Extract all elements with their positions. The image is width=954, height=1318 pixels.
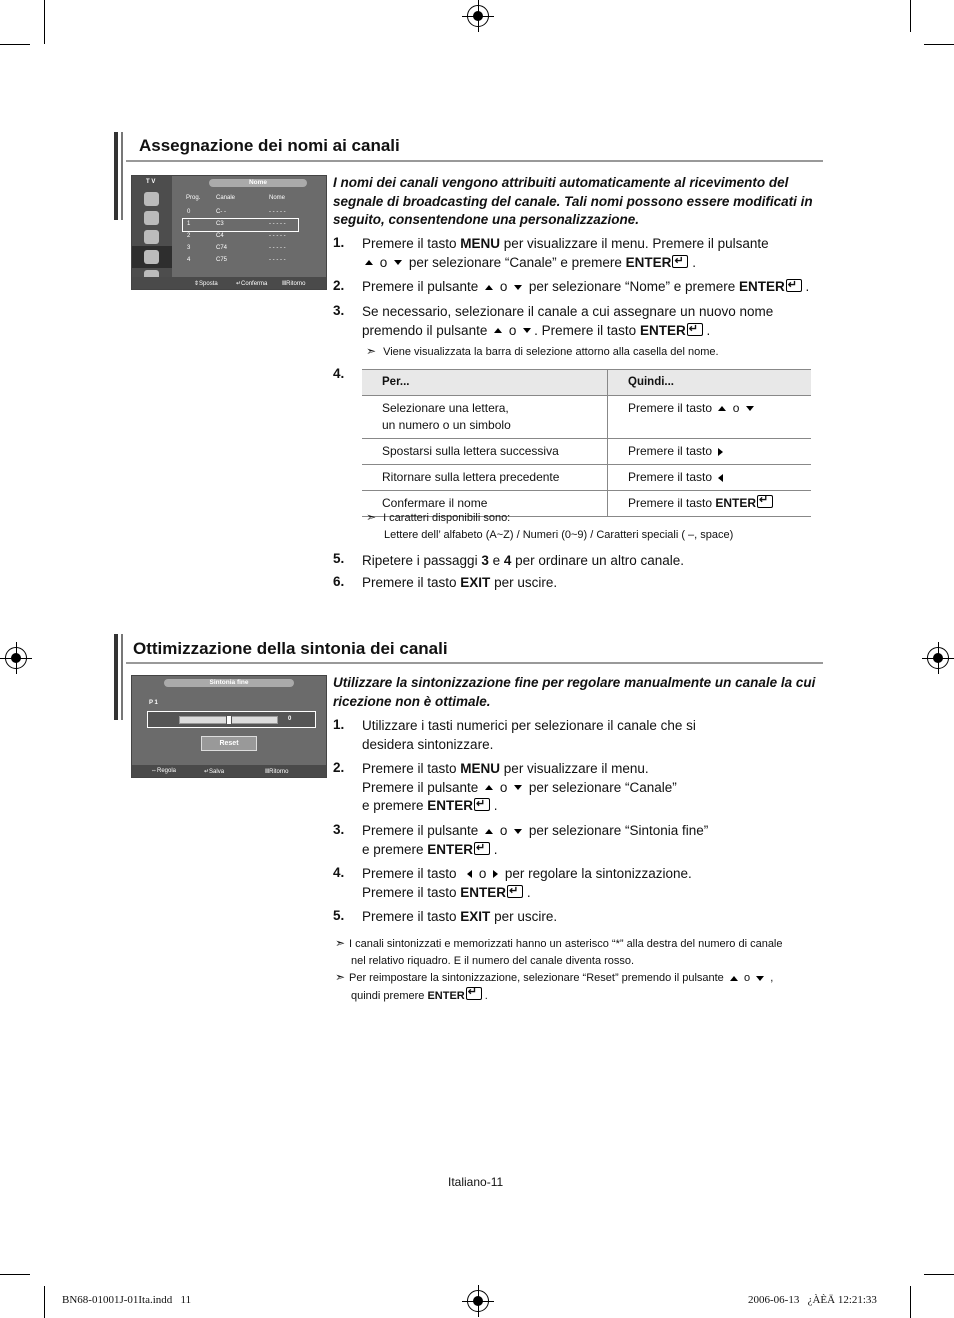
step-number: 5.: [333, 908, 345, 923]
step-number: 6.: [333, 574, 345, 589]
step-number: 1.: [333, 717, 345, 732]
step-number: 5.: [333, 551, 345, 566]
step-6-text: Premere il tasto EXIT per uscire.: [362, 575, 558, 590]
enter-icon: [672, 255, 688, 268]
col-nome: Nome: [269, 195, 286, 201]
crop-mark: [0, 1274, 30, 1275]
row-prog: 3: [187, 245, 191, 251]
left-arrow-icon: [467, 870, 472, 878]
step-3-text: Se necessario, selezionare il canale a cui assegnare un nuovo nome premendo il pulsante o . Premere il tasto ENTER↵ .: [362, 303, 832, 340]
foot-adjust: ⇔Regola: [151, 768, 177, 774]
step-1-text: Premere il tasto MENU per visualizzare il menu. Premere il pulsante o per selezionare “Canale” e premere ENTER↵ .: [362, 235, 822, 272]
foot-return: ⅢRitorno: [265, 769, 289, 775]
fine-tune-note-2: ➣ Per reimpostare la sintonizzazione, selezionare “Reset” premendo il pulsante o , quindi premere ENTER↵ .: [335, 969, 830, 1005]
crop-mark: [910, 0, 911, 32]
row-prog: 0: [187, 209, 191, 215]
enter-icon: [474, 798, 490, 811]
down-arrow-icon: [756, 976, 764, 981]
reset-button: Reset: [201, 736, 257, 751]
enter-icon: [474, 842, 490, 855]
step-1-text: Utilizzare i tasti numerici per selezionare il canale che si desidera sintonizzare.: [362, 718, 696, 752]
enter-icon: [507, 885, 523, 898]
down-arrow-icon: [394, 260, 402, 265]
step-2-text: Premere il pulsante o per selezionare “Nome” e premere ENTER↵ .: [362, 278, 832, 297]
crop-mark: [910, 1286, 911, 1318]
section-title: Assegnazione dei nomi ai canali: [139, 136, 400, 155]
page-number: Italiano-11: [448, 1175, 504, 1189]
row-canale: C75: [216, 257, 228, 263]
down-arrow-icon: [523, 328, 531, 333]
section-bar: [121, 132, 123, 220]
table-cell: Ritornare sulla lettera precedente: [362, 465, 608, 491]
up-arrow-icon: [365, 260, 373, 265]
right-arrow-icon: [718, 448, 723, 456]
picture-icon: [144, 211, 159, 225]
note-arrow-icon: ➣: [335, 936, 346, 950]
sound-icon: [144, 230, 159, 244]
step-number: 4.: [333, 366, 345, 381]
section-divider: [126, 662, 823, 664]
step-3-text: Premere il pulsante o per selezionare “Sintonia fine” e premere ENTER↵ .: [362, 822, 822, 859]
section-bar: [114, 132, 118, 220]
section-bar: [121, 634, 123, 720]
step-3-note: ➣ Viene visualizzata la barra di selezione attorno alla casella del nome.: [366, 344, 719, 358]
note-arrow-icon: ➣: [366, 344, 377, 358]
table-row: [362, 465, 811, 491]
foot-confirm: ↵Conferma: [236, 281, 268, 287]
step-number: 3.: [333, 822, 345, 837]
step-number: 2.: [333, 278, 345, 293]
step-number: 3.: [333, 303, 345, 318]
section-title: Ottimizzazione della sintonia dei canali: [133, 639, 448, 658]
step-number: 4.: [333, 865, 345, 880]
crop-mark: [924, 1274, 954, 1275]
tv-fine-tune-screenshot: [131, 675, 327, 778]
table-row: [362, 396, 811, 439]
note-arrow-icon: ➣: [366, 510, 377, 524]
menu-title: Sintonia fine: [164, 679, 294, 687]
table-header-row: [362, 370, 811, 396]
program-label: P 1: [149, 700, 158, 706]
row-nome: - - - - -: [269, 233, 286, 239]
menu-title: Nome: [209, 179, 307, 187]
right-arrow-icon: [493, 870, 498, 878]
step-5-text: Ripetere i passaggi 3 e 4 per ordinare un altro canale.: [362, 553, 684, 568]
row-nome: - - - - -: [269, 221, 286, 227]
up-arrow-icon: [730, 976, 738, 981]
up-arrow-icon: [485, 285, 493, 290]
table-header-cell: Per...: [362, 370, 608, 396]
down-arrow-icon: [514, 285, 522, 290]
tv-label: T V: [146, 179, 156, 185]
enter-icon: [466, 987, 482, 1000]
left-arrow-icon: [718, 474, 723, 482]
fine-tune-value: 0: [288, 716, 292, 722]
registration-mark-icon: [467, 5, 489, 27]
foot-move: ⇕Sposta: [194, 281, 218, 287]
down-arrow-icon: [514, 785, 522, 790]
row-nome: - - - - -: [269, 209, 286, 215]
up-arrow-icon: [485, 829, 493, 834]
foot-return: ⅢRitorno: [282, 281, 306, 287]
table-cell: Premere il tasto ENTER↵: [608, 491, 812, 517]
character-edit-table: [362, 369, 811, 517]
characters-note: ➣ I caratteri disponibili sono: Lettere dell’ alfabeto (A~Z) / Numeri (0~9) / Caratteri speciali ( –, space): [366, 510, 734, 541]
table-cell: Spostarsi sulla lettera successiva: [362, 439, 608, 465]
step-5-text: Premere il tasto EXIT per uscire.: [362, 909, 558, 924]
crop-mark: [44, 1286, 45, 1318]
table-row: [362, 439, 811, 465]
row-prog: 4: [187, 257, 191, 263]
crop-mark: [924, 44, 954, 45]
row-canale: C4: [216, 233, 224, 239]
table-cell: Premere il tasto: [608, 439, 812, 465]
section-bar: [114, 634, 118, 720]
tv-menu-footer: [132, 277, 326, 289]
up-arrow-icon: [494, 328, 502, 333]
tv-menu-footer: [132, 765, 326, 777]
print-date: 2006-06-13 ¿ÀÈÄ 12:21:33: [748, 1294, 877, 1306]
tv-menu-name-screenshot: [131, 175, 327, 290]
fine-tune-note-1: ➣ I canali sintonizzati e memorizzati hanno un asterisco “*” alla destra del numero di canale nel relativo riquadro. E il numero del canale diventa rosso.: [335, 936, 783, 967]
row-canale: C74: [216, 245, 228, 251]
registration-mark-icon: [467, 1290, 489, 1312]
step-2-text: Premere il tasto MENU per visualizzare il menu. Premere il pulsante o per selezionare “Canale” e premere ENTER↵ .: [362, 760, 822, 816]
input-icon: [144, 192, 159, 206]
foot-save: ↵Salva: [204, 769, 225, 775]
section-intro: Utilizzare la sintonizzazione fine per regolare manualmente un canale la cui ricezione non è ottimale.: [333, 675, 816, 709]
row-nome: - - - - -: [269, 257, 286, 263]
down-arrow-icon: [514, 829, 522, 834]
row-nome: - - - - -: [269, 245, 286, 251]
down-arrow-icon: [746, 406, 754, 411]
registration-mark-icon: [927, 647, 949, 669]
enter-icon: [687, 323, 703, 336]
table-cell: Selezionare una lettera, un numero o un simbolo: [362, 396, 608, 439]
col-canale: Canale: [216, 195, 236, 201]
note-arrow-icon: ➣: [335, 970, 346, 984]
step-number: 2.: [333, 760, 345, 775]
tv-sidebar: [132, 176, 172, 289]
section-divider: [126, 160, 823, 162]
step-number: 1.: [333, 235, 345, 250]
table-cell: Confermare il nome: [362, 491, 608, 517]
enter-icon: [757, 495, 773, 508]
crop-mark: [44, 0, 45, 44]
table-cell: Premere il tasto: [608, 465, 812, 491]
channel-icon: [144, 250, 159, 264]
step-4-text: Premere il tasto o per regolare la sintonizzazione. Premere il tasto ENTER↵ .: [362, 865, 822, 902]
up-arrow-icon: [718, 406, 726, 411]
row-prog: 2: [187, 233, 191, 239]
row-canale: C3: [216, 221, 224, 227]
row-prog: 1: [187, 221, 191, 227]
row-canale: C- -: [216, 209, 226, 215]
slider-thumb: [226, 715, 232, 725]
section-intro: I nomi dei canali vengono attribuiti automaticamente al ricevimento del segnale di broadcasting del canale. Tali nomi possono essere modificati in seguito, consentendone una personalizzazione.: [333, 175, 813, 227]
table-header-cell: Quindi...: [608, 370, 812, 396]
fine-tune-slider-track: [179, 716, 278, 724]
enter-icon: [786, 279, 802, 292]
col-prog: Prog.: [186, 195, 201, 201]
crop-mark: [0, 44, 30, 45]
file-name: BN68-01001J-01Ita.indd 11: [62, 1294, 192, 1306]
registration-mark-icon: [5, 647, 27, 669]
up-arrow-icon: [485, 785, 493, 790]
table-cell: Premere il tasto o: [608, 396, 812, 439]
